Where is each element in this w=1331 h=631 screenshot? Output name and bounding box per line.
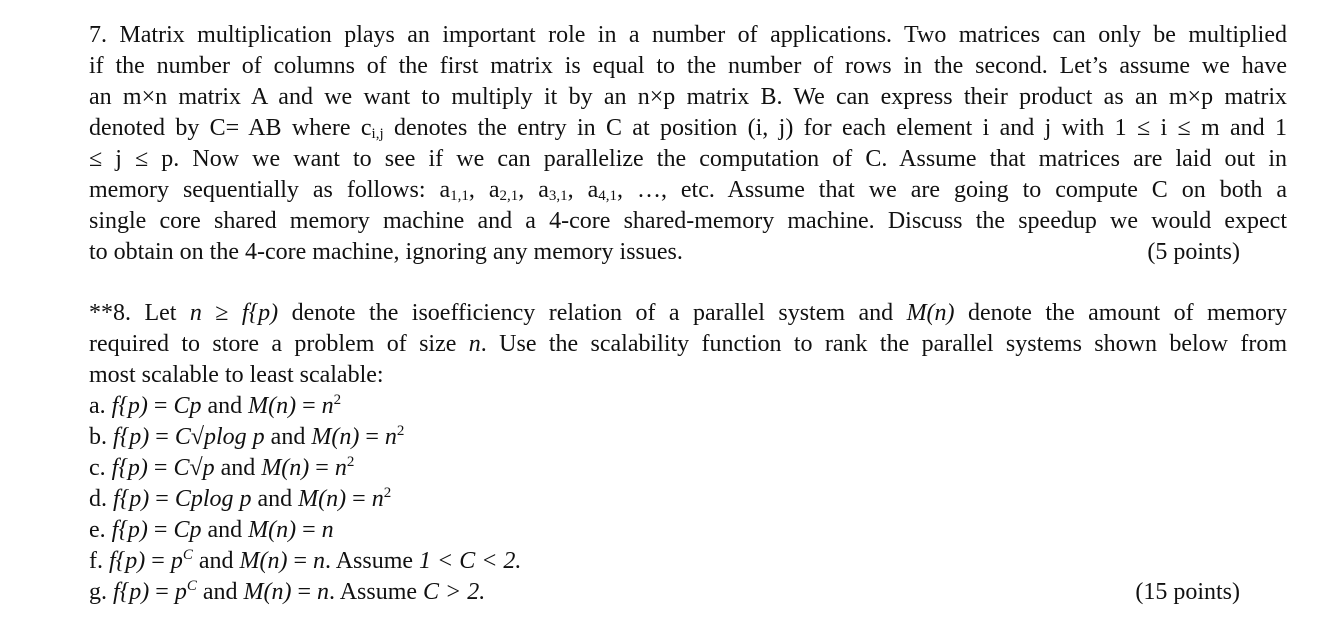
q8-option-d: d. f{p) = Cplog p and $M(n) = n^2$ (89, 485, 392, 512)
q7-line-3: an m×n matrix A and we want to multiply it by an n×p matrix B. We can express their product as an m×p matrix (89, 84, 1287, 110)
q8-option-c: c. f{p) = C√p and $M(n) = n^2$ (89, 454, 355, 481)
q7-line-6: memory sequentially as follows: $a_{1,1}$, $a_{2,1}$, $a_{3,1}$, $a_{4,1}$, …, etc. Assume that we are going to compute C on both a (89, 177, 1288, 204)
q8-option-b: b. f{p) = C√plog p and $M(n) = n^2$ (89, 423, 405, 450)
q8-points: (15 points) (1135, 579, 1240, 605)
q7-points: (5 points) (1147, 239, 1240, 265)
q8-option-a: a. f{p) = Cp and $M(n) = n^2$ (89, 392, 342, 419)
q8-line-3: most scalable to least scalable: (89, 362, 384, 388)
q7-line-8: to obtain on the 4-core machine, ignoring any memory issues. (5 points) (89, 237, 1287, 268)
q7-line-1: 7. Matrix multiplication plays an important role in a number of applications. Two matrices can only be multiplied (89, 22, 1287, 48)
q8-option-g: g. $f\{p) = p^C$ and M(n) = n. Assume C > 2. (15 points) (89, 577, 1287, 608)
q7-line-4: denoted by C= AB where $c_{i,j}$ denotes the entry in C at position (i, j) for each element i and j with 1 ≤ i ≤ m and 1 (89, 115, 1288, 142)
q8-option-f: f. $f\{p) = p^C$ and M(n) = n. Assume 1 < C < 2. (89, 547, 522, 574)
q7-line-5: ≤ j ≤ p. Now we want to see if we can parallelize the computation of C. Assume that matrices are laid out in (89, 146, 1287, 172)
q7-line-7: single core shared memory machine and a 4-core shared-memory machine. Discuss the speedup we would expect (89, 208, 1287, 234)
q8-option-e: e. f{p) = Cp and M(n) = n (89, 517, 334, 543)
q8-line-2: required to store a problem of size n. Use the scalability function to rank the parallel systems shown below from (89, 331, 1287, 357)
q7-line-2: if the number of columns of the first matrix is equal to the number of rows in the second. Let’s assume we have (89, 53, 1287, 79)
q8-line-1: **8. Let n ≥ f{p) denote the isoefficiency relation of a parallel system and M(n) denote the amount of memory (89, 300, 1287, 326)
